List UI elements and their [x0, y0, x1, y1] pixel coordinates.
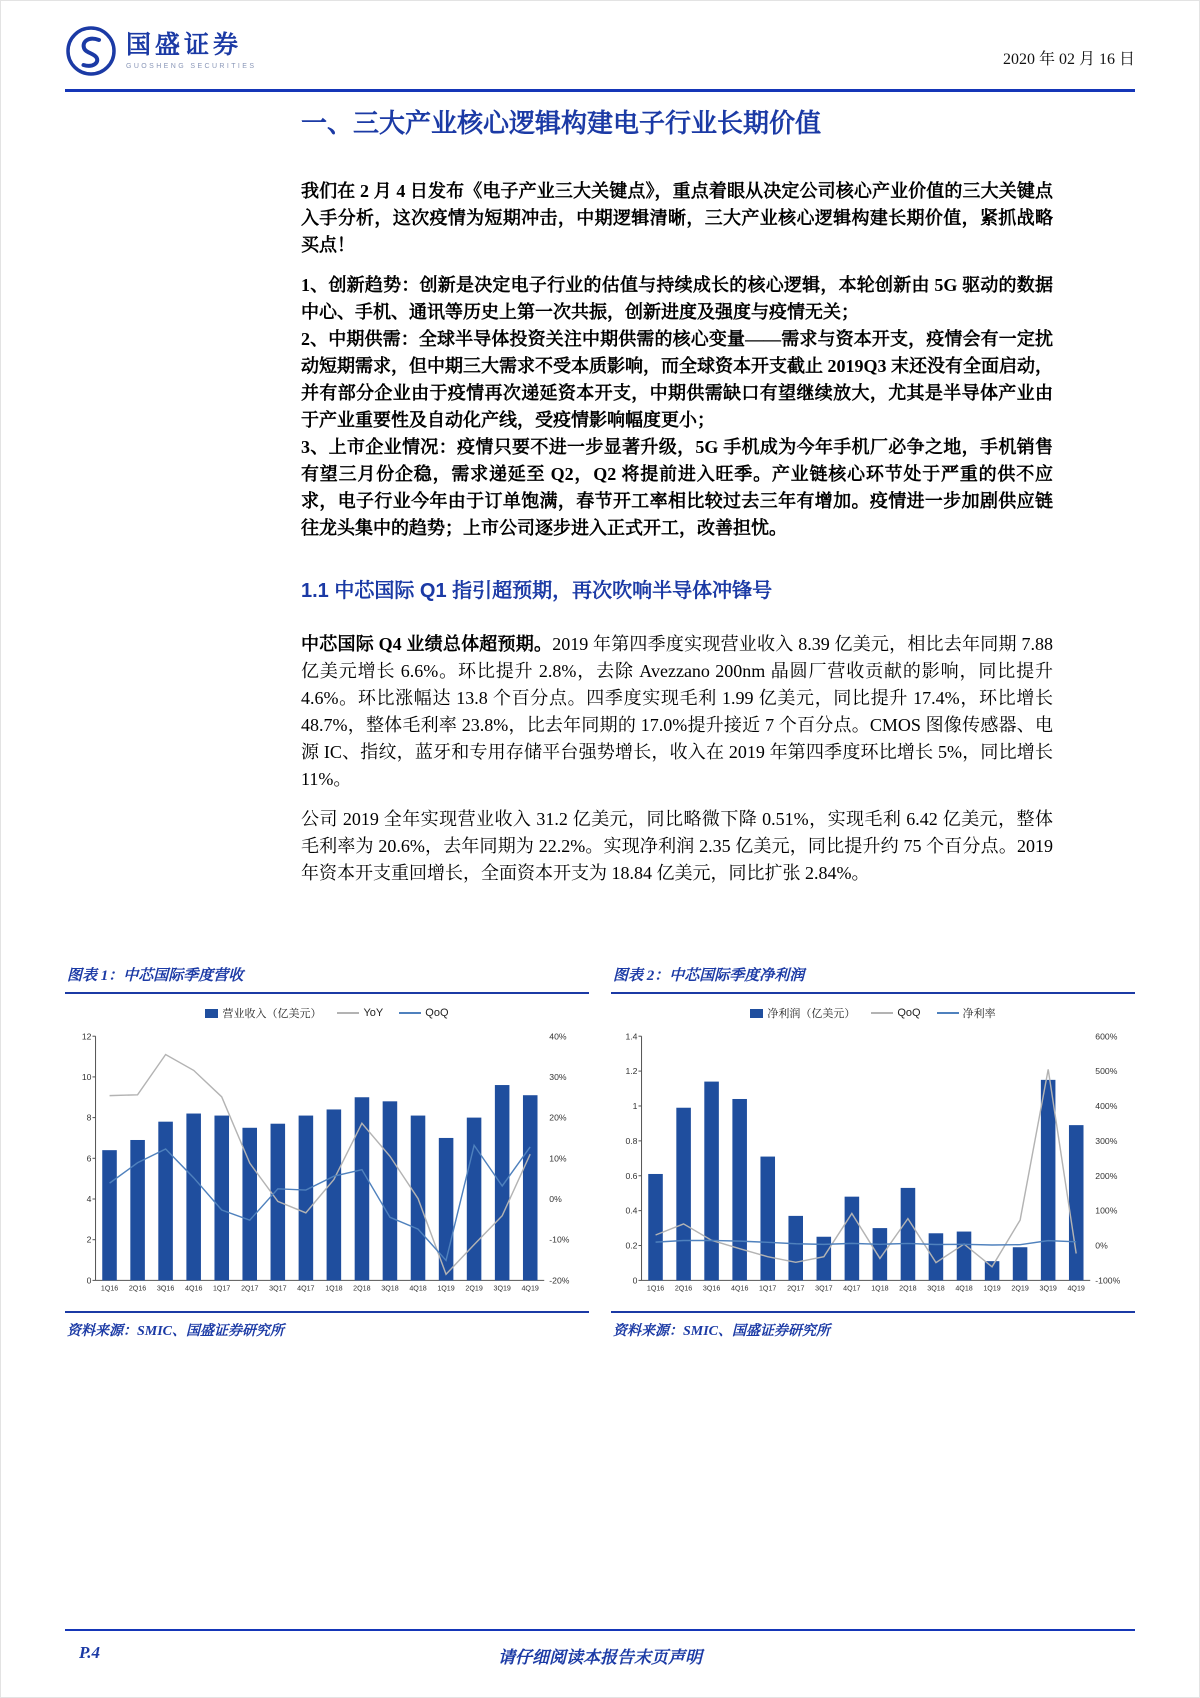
line-swatch-icon [871, 1012, 893, 1014]
q4-results-paragraph [301, 631, 1053, 793]
legend-label: 营业收入（亿美元） [222, 1008, 322, 1020]
svg-text:4Q16: 4Q16 [185, 1284, 203, 1293]
legend-item [750, 1005, 855, 1021]
legend-label: QoQ [425, 1007, 449, 1019]
svg-text:1Q19: 1Q19 [983, 1284, 1001, 1293]
report-date: 2020 年 02 月 16 日 [1002, 51, 1135, 68]
bar-swatch-icon [750, 1009, 763, 1018]
svg-text:6: 6 [86, 1153, 92, 1164]
point-item-2: 2、中期供需：全球半导体投资关注中期供需的核心变量——需求与资本开支，疫情会有一定扰动短期需求，但中期三大需求不受本质影响，而全球资本开支截止 2019Q3 末还没有全面启动，并有部分企业由于疫情再次递延资本开支，中期供需缺口有望继续放大，尤其是半导体产业由于产业重要性及自动化产线，受疫情影响幅度更小； [301, 329, 1053, 430]
brand-text [126, 32, 256, 70]
bar-swatch-icon [205, 1009, 218, 1018]
svg-text:1.2: 1.2 [625, 1066, 638, 1077]
brand-subtitle: GUOSHENG SECURITIES [126, 62, 257, 70]
svg-text:12: 12 [81, 1031, 92, 1042]
svg-text:20%: 20% [549, 1112, 567, 1123]
net-profit-chart [611, 1024, 1135, 1305]
legend-label: 净利润（亿美元） [767, 1008, 856, 1020]
svg-text:400%: 400% [1095, 1101, 1118, 1112]
figure-revenue [65, 961, 589, 1340]
brand-name: 国盛证券 [126, 31, 243, 60]
footer-divider [65, 1629, 1135, 1631]
svg-text:1Q17: 1Q17 [212, 1284, 231, 1293]
svg-text:0.2: 0.2 [625, 1240, 638, 1251]
revenue-chart [65, 1024, 589, 1305]
brand-logo-icon [65, 25, 117, 77]
legend-item [937, 1005, 996, 1021]
subsection-title: 1.1 中芯国际 Q1 指引超预期，再次吹响半导体冲锋号 [301, 580, 773, 602]
svg-text:4Q19: 4Q19 [521, 1284, 539, 1293]
svg-text:4Q17: 4Q17 [297, 1284, 315, 1293]
figure-caption: 图表 2：中芯国际季度净利润 [611, 961, 1135, 994]
legend-item [399, 1007, 448, 1019]
svg-text:2Q17: 2Q17 [241, 1284, 259, 1293]
svg-text:3Q17: 3Q17 [815, 1284, 833, 1293]
figure-source: 资料来源：SMIC、国盛证券研究所 [611, 1311, 1135, 1340]
svg-text:2Q18: 2Q18 [353, 1284, 371, 1293]
svg-text:3Q18: 3Q18 [381, 1284, 399, 1293]
svg-text:2Q16: 2Q16 [128, 1284, 147, 1293]
brand-logo [65, 25, 256, 77]
svg-text:3Q19: 3Q19 [493, 1284, 511, 1293]
legend-label: 净利率 [962, 1008, 996, 1020]
svg-text:500%: 500% [1095, 1066, 1118, 1077]
intro-paragraph: 我们在 2 月 4 日发布《电子产业三大关键点》，重点着眼从决定公司核心产业价值的三大关键点入手分析，这次疫情为短期冲击，中期逻辑清晰，三大产业核心逻辑构建长期价值，紧抓战略买点！ [301, 181, 1053, 255]
svg-text:300%: 300% [1095, 1135, 1118, 1146]
svg-text:3Q17: 3Q17 [269, 1284, 287, 1293]
svg-text:3Q16: 3Q16 [156, 1284, 175, 1293]
svg-text:2Q18: 2Q18 [899, 1284, 917, 1293]
report-footer [65, 1641, 1135, 1671]
svg-text:4Q18: 4Q18 [955, 1284, 973, 1293]
svg-text:200%: 200% [1095, 1170, 1118, 1181]
figure-source: 资料来源：SMIC、国盛证券研究所 [65, 1311, 589, 1340]
footer-notice: 请仔细阅读本报告末页声明 [498, 1648, 702, 1667]
chart-legend [65, 1002, 589, 1024]
svg-text:4Q18: 4Q18 [409, 1284, 427, 1293]
line-swatch-icon [937, 1012, 959, 1014]
q4-results-lead: 中芯国际 Q4 业绩总体超预期。 [301, 634, 553, 654]
svg-text:1Q19: 1Q19 [437, 1284, 455, 1293]
svg-text:8: 8 [86, 1112, 92, 1123]
svg-text:-20%: -20% [549, 1275, 570, 1286]
svg-text:0%: 0% [549, 1194, 562, 1205]
figure-net-profit [611, 961, 1135, 1340]
point-item-1: 1、创新趋势：创新是决定电子行业的估值与持续成长的核心逻辑，本轮创新由 5G 驱动的数据中心、手机、通讯等历史上第一次共振，创新进度及强度与疫情无关； [301, 275, 1053, 322]
svg-text:-100%: -100% [1095, 1275, 1121, 1286]
svg-text:2: 2 [86, 1234, 92, 1245]
chart-legend [611, 1002, 1135, 1024]
svg-text:0.4: 0.4 [625, 1205, 638, 1216]
svg-text:2Q19: 2Q19 [465, 1284, 483, 1293]
annual-results-paragraph: 公司 2019 全年实现营业收入 31.2 亿美元，同比略微下降 0.51%，实现毛利 6.42 亿美元，整体毛利率为 20.6%，去年同期为 22.2%。实现净利润 2.35 亿美元，同比提升约 75 个百分点。2019 年资本开支重回增长，全面资本开支为 18.84 亿美元，同比扩张 2.84%。 [301, 809, 1053, 883]
page-number: P.4 [79, 1643, 100, 1662]
report-header [65, 25, 1135, 77]
report-body [301, 103, 1053, 961]
legend-item [871, 1007, 920, 1019]
svg-text:-10%: -10% [549, 1234, 570, 1245]
svg-text:10%: 10% [549, 1153, 567, 1164]
svg-text:1: 1 [632, 1101, 638, 1112]
svg-text:0.8: 0.8 [625, 1135, 638, 1146]
svg-text:0.6: 0.6 [625, 1170, 638, 1181]
svg-text:600%: 600% [1095, 1031, 1118, 1042]
svg-text:2Q16: 2Q16 [674, 1284, 693, 1293]
svg-text:40%: 40% [549, 1031, 567, 1042]
svg-text:1Q18: 1Q18 [871, 1284, 889, 1293]
legend-item [337, 1007, 383, 1019]
line-swatch-icon [337, 1012, 359, 1014]
figure-caption: 图表 1：中芯国际季度营收 [65, 961, 589, 994]
header-divider [65, 89, 1135, 92]
svg-text:3Q18: 3Q18 [927, 1284, 945, 1293]
legend-item [205, 1005, 321, 1021]
svg-text:30%: 30% [549, 1071, 567, 1082]
point-item-3: 3、上市企业情况：疫情只要不进一步显著升级，5G 手机成为今年手机厂必争之地，手机销售有望三月份企稳，需求递延至 Q2，Q2 将提前进入旺季。产业链核心环节处于严重的供不应求，电子行业今年由于订单饱满，春节开工率相比较过去三年有增加。疫情进一步加剧供应链往龙头集中的趋势；上市公司逐步进入正式开工，改善担忧。 [301, 437, 1053, 538]
legend-label: YoY [363, 1007, 384, 1019]
svg-text:0%: 0% [1095, 1240, 1108, 1251]
svg-text:100%: 100% [1095, 1205, 1118, 1216]
svg-text:4Q17: 4Q17 [843, 1284, 861, 1293]
svg-text:1Q18: 1Q18 [325, 1284, 343, 1293]
svg-text:1Q16: 1Q16 [646, 1284, 665, 1293]
q4-results-detail: 2019 年第四季度实现营业收入 8.39 亿美元，相比去年同期 7.88 亿美元增长 6.6%。环比提升 2.8%，去除 Avezzano 200nm 晶圆厂营收贡献的影响，同比提升 4.6%。环比涨幅达 13.8 个百分点。四季度实现毛利 1.99 亿美元，同比提升 17.4%，环比增长 48.7%，整体毛利率 23.8%，比去年同期的 17.0%提升接近 7 个百分点。CMOS 图像传感器、电源 IC、指纹，蓝牙和专用存储平台强势增长，收入在 2019 年第四季度环比增长 5%，同比增长 11%。 [301, 634, 1053, 789]
svg-text:2Q19: 2Q19 [1011, 1284, 1029, 1293]
svg-text:4Q16: 4Q16 [731, 1284, 749, 1293]
revenue-chart-area [65, 994, 589, 1305]
svg-text:1Q17: 1Q17 [758, 1284, 777, 1293]
section-title: 一、三大产业核心逻辑构建电子行业长期价值 [301, 108, 822, 138]
svg-text:4: 4 [86, 1194, 92, 1205]
svg-text:3Q16: 3Q16 [702, 1284, 721, 1293]
svg-text:1Q16: 1Q16 [100, 1284, 119, 1293]
svg-text:4Q19: 4Q19 [1067, 1284, 1085, 1293]
svg-text:0: 0 [86, 1275, 92, 1286]
line-swatch-icon [399, 1012, 421, 1014]
figures-row [65, 961, 1135, 1340]
legend-label: QoQ [897, 1007, 921, 1019]
svg-text:10: 10 [81, 1071, 92, 1082]
net-profit-chart-area [611, 994, 1135, 1305]
svg-text:2Q17: 2Q17 [787, 1284, 805, 1293]
svg-text:3Q19: 3Q19 [1039, 1284, 1057, 1293]
svg-text:1.4: 1.4 [625, 1031, 638, 1042]
svg-text:0: 0 [632, 1275, 638, 1286]
